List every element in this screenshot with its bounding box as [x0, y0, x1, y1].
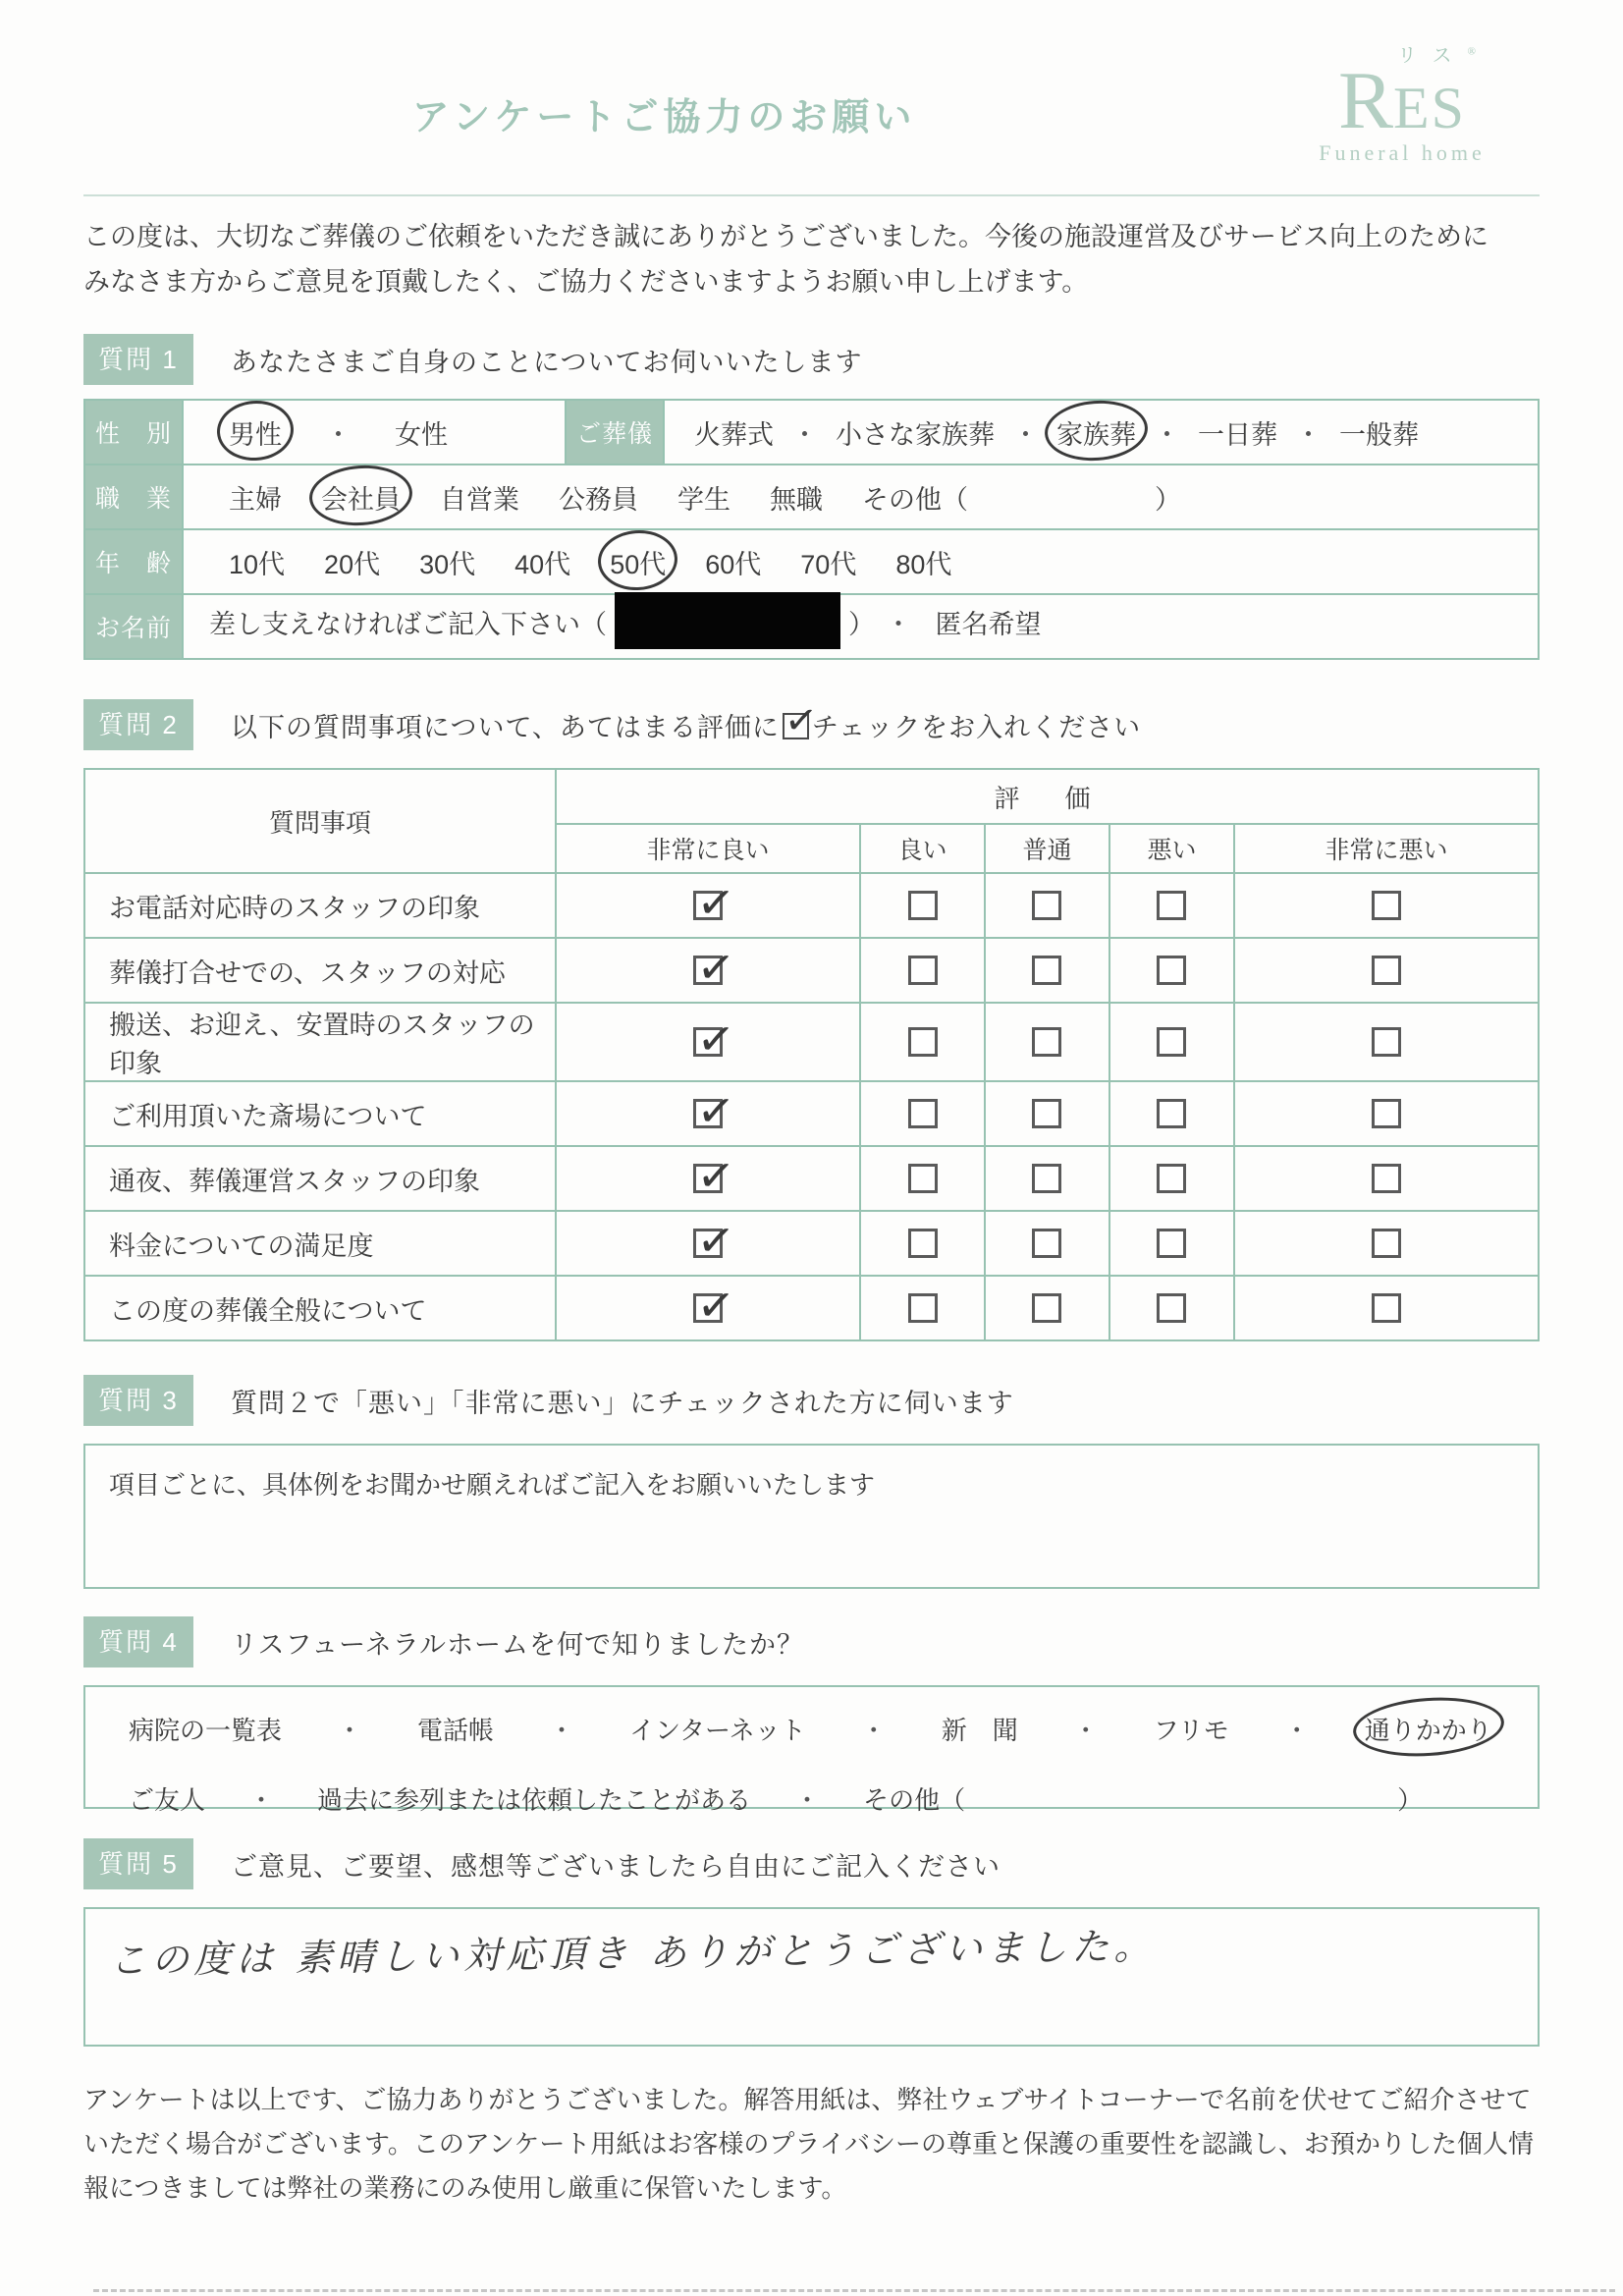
option: 10代 — [229, 549, 286, 579]
rating-header: 非常に良い — [556, 824, 860, 873]
option: 病院の一覧表 — [129, 1716, 283, 1745]
checkbox-checked-icon — [693, 891, 723, 920]
option-circled-answer: 通りかかり — [1365, 1711, 1492, 1747]
checkbox-icon — [908, 1027, 938, 1057]
logo-name: RES — [1337, 55, 1467, 146]
checkbox-icon — [1032, 1099, 1061, 1128]
evaluation-item-label: 通夜、葬儀運営スタッフの印象 — [84, 1146, 556, 1211]
option: ご友人 — [129, 1785, 206, 1815]
intro-line-2: みなさま方からご意見を頂戴したく、ご協力くださいますようお願い申し上げます。 — [83, 267, 1089, 297]
table-header-row — [84, 769, 1539, 824]
evaluation-row — [84, 1003, 1539, 1081]
checkbox-checked-icon — [693, 1229, 723, 1258]
question1-badge: 質問 1 — [83, 334, 193, 385]
rating-cell — [1109, 1211, 1234, 1276]
question5-answer-box — [83, 1907, 1540, 2047]
rating-cell — [860, 1211, 985, 1276]
checkbox-icon — [1372, 956, 1401, 985]
checkbox-checked-icon — [693, 1027, 723, 1057]
checkbox-icon — [1372, 1099, 1401, 1128]
checkbox-icon — [1032, 1293, 1061, 1323]
occupation-row-label: 職 業 — [84, 465, 183, 529]
evaluation-item-label: 搬送、お迎え、安置時のスタッフの印象 — [84, 1003, 556, 1081]
option: 20代 — [324, 549, 381, 579]
question4-badge: 質問 4 — [83, 1616, 193, 1667]
rating-cell — [1234, 1276, 1539, 1340]
scan-artifact-line — [93, 2289, 1615, 2292]
checkbox-icon — [1157, 956, 1186, 985]
checkbox-checked-icon — [693, 956, 723, 985]
rating-cell — [1234, 1146, 1539, 1211]
logo-subtitle: Funeral home — [1319, 139, 1486, 165]
question3-box-note: 項目ごとに、具体例をお聞かせ願えればご記入をお願いいたします — [109, 1470, 876, 1500]
option: 新 聞 — [941, 1716, 1018, 1745]
rating-header: 良い — [860, 824, 985, 873]
checkbox-icon — [1372, 1164, 1401, 1193]
option: 一日葬 — [1198, 419, 1277, 450]
option-separator: ・ — [791, 419, 818, 450]
rating-header: 悪い — [1109, 824, 1234, 873]
evaluation-table — [83, 768, 1540, 1341]
page-title: アンケートご協力のお願い — [411, 97, 917, 138]
checkbox-icon — [1032, 891, 1061, 920]
option: 電話帳 — [417, 1716, 495, 1745]
option-separator: ・ — [860, 1716, 887, 1745]
option: 70代 — [800, 549, 857, 579]
option: 自営業 — [440, 484, 519, 515]
checked-checkbox-icon — [783, 713, 809, 739]
intro-line-1: この度は、大切なご葬儀のご依頼をいただき誠にありがとうございました。今後の施設運営及びサービス向上のために — [83, 222, 1488, 251]
evaluation-row — [84, 1081, 1539, 1146]
item-column-header: 質問事項 — [84, 769, 556, 873]
option: ） — [1155, 484, 1181, 515]
checkbox-icon — [1157, 891, 1186, 920]
evaluation-item-label: この度の葬儀全般について — [84, 1276, 556, 1340]
rating-cell — [1109, 873, 1234, 938]
checkbox-icon — [1157, 1229, 1186, 1258]
rating-cell — [556, 1211, 860, 1276]
question1-heading: あなたさまご自身のことについてお伺いいたします — [231, 347, 863, 377]
gender-options — [183, 400, 566, 465]
rating-cell — [1109, 1081, 1234, 1146]
name-close-paren: ） — [848, 610, 862, 640]
option: 主婦 — [229, 484, 282, 515]
rating-cell — [1109, 1146, 1234, 1211]
occupation-options — [183, 465, 1539, 529]
intro-paragraph — [83, 214, 1540, 304]
option: フリモ — [1153, 1716, 1229, 1745]
option-separator: ・ — [1072, 1716, 1099, 1745]
option-separator: ・ — [885, 610, 912, 640]
rating-cell — [985, 1081, 1109, 1146]
rating-cell — [556, 873, 860, 938]
option: 80代 — [895, 549, 952, 579]
evaluation-item-label: 葬儀打合せでの、スタッフの対応 — [84, 938, 556, 1003]
table-row — [84, 400, 1539, 465]
option: 過去に参列または依頼したことがある — [317, 1785, 752, 1815]
evaluation-row — [84, 1211, 1539, 1276]
rating-cell — [1234, 1081, 1539, 1146]
table-row — [84, 529, 1539, 594]
option-circled-answer: 会社員 — [321, 478, 401, 517]
privacy-footer: アンケートは以上です、ご協力ありがとうございました。解答用紙は、弊社ウェブサイトコーナーで名前を伏せてご紹介させていただく場合がございます。このアンケート用紙はお客様のプライバシーの尊重と保護の重要性を認識し、お預かりした個人情報につきましては弊社の業務にのみ使用し厳重に保管いたします。 — [83, 2085, 1535, 2203]
rating-cell — [860, 873, 985, 938]
evaluation-column-header: 評 価 — [556, 769, 1539, 824]
checkbox-icon — [1372, 891, 1401, 920]
question2-header — [83, 699, 1540, 750]
question5-header — [83, 1838, 1540, 1889]
option-separator: ・ — [325, 419, 352, 450]
checkbox-icon — [1157, 1027, 1186, 1057]
checkbox-icon — [908, 1164, 938, 1193]
question3-badge: 質問 3 — [83, 1375, 193, 1426]
option-separator: ・ — [549, 1716, 575, 1745]
checkbox-icon — [908, 1293, 938, 1323]
page-header — [83, 0, 1540, 196]
age-options — [183, 529, 1539, 594]
rating-cell — [860, 938, 985, 1003]
checkbox-checked-icon — [693, 1164, 723, 1193]
option-separator: ・ — [794, 1785, 821, 1815]
rating-cell — [556, 1081, 860, 1146]
rating-cell — [1109, 1276, 1234, 1340]
rating-cell — [1109, 938, 1234, 1003]
question5-heading: ご意見、ご要望、感想等ございましたら自由にご記入ください — [231, 1851, 1001, 1882]
rating-cell — [556, 938, 860, 1003]
redacted-name — [615, 592, 840, 649]
option: 女性 — [395, 419, 448, 450]
checkbox-icon — [908, 1099, 938, 1128]
rating-cell — [556, 1146, 860, 1211]
option: 火葬式 — [694, 419, 774, 450]
option-separator: ・ — [1012, 419, 1039, 450]
checkbox-icon — [908, 1229, 938, 1258]
registered-mark-icon: ® — [1467, 45, 1476, 58]
option-circled-answer: 家族葬 — [1056, 413, 1136, 452]
table-row — [84, 465, 1539, 529]
checkbox-icon — [1157, 1164, 1186, 1193]
checkbox-checked-icon — [693, 1293, 723, 1323]
rating-cell — [985, 873, 1109, 938]
option: 30代 — [419, 549, 476, 579]
age-row-label: 年 齢 — [84, 529, 183, 594]
question4-header — [83, 1616, 1540, 1667]
option-separator: ・ — [1295, 419, 1322, 450]
question3-answer-box — [83, 1444, 1540, 1589]
checkbox-icon — [1032, 1164, 1061, 1193]
rating-cell — [1109, 1003, 1234, 1081]
name-prompt: 差し支えなければご記入下さい（ — [209, 610, 607, 640]
rating-cell — [985, 1003, 1109, 1081]
checkbox-icon — [1372, 1293, 1401, 1323]
rating-cell — [985, 938, 1109, 1003]
option-circled-answer: 50代 — [610, 543, 666, 581]
option: その他（ — [863, 1785, 966, 1815]
option: その他（ — [862, 484, 968, 515]
logo-kana: リス® — [1397, 45, 1476, 67]
rating-cell — [985, 1211, 1109, 1276]
anonymous-option: 匿名希望 — [935, 610, 1042, 640]
checkbox-icon — [1032, 1027, 1061, 1057]
option: インターネット — [629, 1716, 806, 1745]
question2-heading-pre: 以下の質問事項について、あてはまる評価に — [231, 712, 780, 742]
option: 40代 — [514, 549, 571, 579]
rating-cell — [860, 1276, 985, 1340]
option-separator: ・ — [1154, 419, 1180, 450]
option: ） — [1397, 1785, 1424, 1815]
checkbox-icon — [908, 891, 938, 920]
gender-row-label: 性 別 — [84, 400, 183, 465]
evaluation-table-body — [84, 873, 1539, 1340]
name-row-label: お名前 — [84, 594, 183, 659]
evaluation-item-label: 料金についての満足度 — [84, 1211, 556, 1276]
question2-heading — [231, 706, 1141, 744]
option: 60代 — [705, 549, 762, 579]
checkbox-icon — [1372, 1229, 1401, 1258]
rating-cell — [1234, 1003, 1539, 1081]
rating-header: 普通 — [985, 824, 1109, 873]
checkbox-icon — [1032, 1229, 1061, 1258]
checkbox-icon — [1157, 1293, 1186, 1323]
option: 一般葬 — [1339, 419, 1419, 450]
question5-badge: 質問 5 — [83, 1838, 193, 1889]
funeral-type-options — [664, 400, 1539, 465]
option-separator: ・ — [248, 1785, 275, 1815]
question4-answer-box — [83, 1685, 1540, 1815]
option: 学生 — [677, 484, 730, 515]
rating-cell — [1234, 1211, 1539, 1276]
evaluation-row — [84, 1276, 1539, 1340]
option-separator: ・ — [337, 1716, 363, 1745]
option: 無職 — [770, 484, 823, 515]
question3-header — [83, 1375, 1540, 1426]
option: 公務員 — [559, 484, 638, 515]
evaluation-row — [84, 873, 1539, 938]
funeral-type-label: ご葬儀 — [566, 400, 664, 465]
question4-options-line1 — [109, 1711, 1514, 1747]
rating-cell — [556, 1003, 860, 1081]
option-circled-answer: 男性 — [229, 413, 282, 452]
checkbox-icon — [1372, 1027, 1401, 1057]
rating-cell — [1234, 873, 1539, 938]
evaluation-item-label: お電話対応時のスタッフの印象 — [84, 873, 556, 938]
table-row — [84, 594, 1539, 659]
rating-header: 非常に悪い — [1234, 824, 1539, 873]
checkbox-icon — [1157, 1099, 1186, 1128]
respondent-info-table — [83, 399, 1540, 660]
rating-cell — [1234, 938, 1539, 1003]
evaluation-item-label: ご利用頂いた斎場について — [84, 1081, 556, 1146]
rating-cell — [860, 1081, 985, 1146]
question2-heading-post: チェックをお入れください — [811, 712, 1142, 742]
question4-options-line2 — [109, 1780, 1514, 1817]
option-separator: ・ — [1283, 1716, 1310, 1745]
evaluation-row — [84, 938, 1539, 1003]
rating-cell — [556, 1276, 860, 1340]
evaluation-row — [84, 1146, 1539, 1211]
checkbox-icon — [1032, 956, 1061, 985]
name-field-cell — [183, 594, 1539, 659]
question4-heading: リスフューネラルホームを何で知りましたか？ — [231, 1629, 804, 1660]
question1-header — [83, 334, 1540, 385]
question2-badge: 質問 2 — [83, 699, 193, 750]
question3-heading: 質問２で「悪い」「非常に悪い」にチェックされた方に伺います — [231, 1388, 1014, 1418]
handwritten-comment: この度は 素晴しい対応頂き ありがとうございました。 — [108, 1924, 1157, 1983]
checkbox-icon — [908, 956, 938, 985]
rating-cell — [985, 1146, 1109, 1211]
rating-cell — [860, 1146, 985, 1211]
funeral-home-logo — [1279, 39, 1525, 166]
rating-cell — [985, 1276, 1109, 1340]
checkbox-checked-icon — [693, 1099, 723, 1128]
rating-cell — [860, 1003, 985, 1081]
option: 小さな家族葬 — [836, 419, 995, 450]
